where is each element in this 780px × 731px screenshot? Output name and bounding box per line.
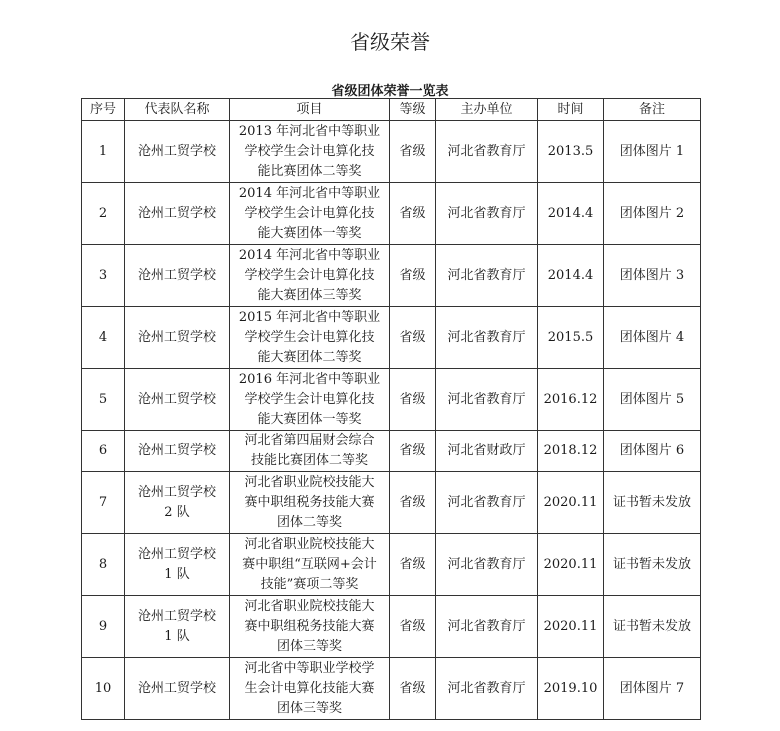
- cell-date: 2014.4: [538, 183, 604, 245]
- cell-project: 河北省第四届财会综合 技能比赛团体二等奖: [230, 431, 390, 472]
- cell-no: 8: [82, 534, 125, 596]
- honors-table: [81, 98, 701, 720]
- cell-date: 2013.5: [538, 121, 604, 183]
- table-row: [82, 534, 701, 596]
- cell-project: 2015 年河北省中等职业 学校学生会计电算化技 能大赛团体二等奖: [230, 307, 390, 369]
- cell-level: 省级: [390, 534, 436, 596]
- cell-no: 3: [82, 245, 125, 307]
- table-body: [82, 121, 701, 720]
- cell-no: 10: [82, 658, 125, 720]
- cell-note: 团体图片 2: [604, 183, 701, 245]
- cell-date: 2020.11: [538, 534, 604, 596]
- cell-project: 2014 年河北省中等职业 学校学生会计电算化技 能大赛团体一等奖: [230, 183, 390, 245]
- cell-organizer: 河北省教育厅: [436, 307, 538, 369]
- cell-organizer: 河北省教育厅: [436, 596, 538, 658]
- table-row: [82, 369, 701, 431]
- cell-team: 沧州工贸学校 2 队: [125, 472, 230, 534]
- header-project: 项目: [230, 99, 390, 121]
- cell-date: 2018.12: [538, 431, 604, 472]
- table-row: [82, 121, 701, 183]
- cell-team: 沧州工贸学校: [125, 658, 230, 720]
- cell-organizer: 河北省教育厅: [436, 534, 538, 596]
- table-row: [82, 183, 701, 245]
- table-row: [82, 658, 701, 720]
- cell-note: 证书暂未发放: [604, 534, 701, 596]
- cell-team: 沧州工贸学校: [125, 431, 230, 472]
- header-team: 代表队名称: [125, 99, 230, 121]
- table-row: [82, 472, 701, 534]
- table-header-row: [82, 99, 701, 121]
- cell-team: 沧州工贸学校 1 队: [125, 596, 230, 658]
- cell-project: 河北省职业院校技能大 赛中职组税务技能大赛 团体二等奖: [230, 472, 390, 534]
- cell-no: 5: [82, 369, 125, 431]
- cell-date: 2020.11: [538, 596, 604, 658]
- table-row: [82, 596, 701, 658]
- cell-organizer: 河北省教育厅: [436, 121, 538, 183]
- cell-note: 证书暂未发放: [604, 472, 701, 534]
- cell-organizer: 河北省教育厅: [436, 658, 538, 720]
- header-organizer: 主办单位: [436, 99, 538, 121]
- cell-note: 团体图片 7: [604, 658, 701, 720]
- cell-date: 2020.11: [538, 472, 604, 534]
- cell-no: 2: [82, 183, 125, 245]
- cell-level: 省级: [390, 472, 436, 534]
- cell-organizer: 河北省教育厅: [436, 472, 538, 534]
- table-caption: 省级团体荣誉一览表: [331, 84, 449, 99]
- cell-project: 河北省职业院校技能大 赛中职组“互联网+会计 技能”赛项二等奖: [230, 534, 390, 596]
- cell-level: 省级: [390, 431, 436, 472]
- cell-project: 河北省职业院校技能大 赛中职组税务技能大赛 团体三等奖: [230, 596, 390, 658]
- cell-organizer: 河北省财政厅: [436, 431, 538, 472]
- cell-no: 1: [82, 121, 125, 183]
- cell-project: 2013 年河北省中等职业 学校学生会计电算化技 能比赛团体二等奖: [230, 121, 390, 183]
- cell-team: 沧州工贸学校 1 队: [125, 534, 230, 596]
- cell-note: 团体图片 5: [604, 369, 701, 431]
- cell-organizer: 河北省教育厅: [436, 183, 538, 245]
- table-row: [82, 307, 701, 369]
- cell-note: 团体图片 3: [604, 245, 701, 307]
- cell-project: 2014 年河北省中等职业 学校学生会计电算化技 能大赛团体三等奖: [230, 245, 390, 307]
- cell-team: 沧州工贸学校: [125, 245, 230, 307]
- cell-team: 沧州工贸学校: [125, 121, 230, 183]
- cell-level: 省级: [390, 307, 436, 369]
- cell-note: 团体图片 1: [604, 121, 701, 183]
- cell-organizer: 河北省教育厅: [436, 369, 538, 431]
- header-note: 备注: [604, 99, 701, 121]
- cell-level: 省级: [390, 183, 436, 245]
- cell-date: 2016.12: [538, 369, 604, 431]
- table-row: [82, 245, 701, 307]
- cell-project: 河北省中等职业学校学 生会计电算化技能大赛 团体三等奖: [230, 658, 390, 720]
- cell-team: 沧州工贸学校: [125, 369, 230, 431]
- page-title: 省级荣誉: [350, 30, 430, 54]
- header-date: 时间: [538, 99, 604, 121]
- cell-no: 6: [82, 431, 125, 472]
- cell-level: 省级: [390, 245, 436, 307]
- cell-project: 2016 年河北省中等职业 学校学生会计电算化技 能大赛团体一等奖: [230, 369, 390, 431]
- cell-level: 省级: [390, 596, 436, 658]
- cell-level: 省级: [390, 369, 436, 431]
- cell-date: 2014.4: [538, 245, 604, 307]
- header-no: 序号: [82, 99, 125, 121]
- cell-note: 团体图片 6: [604, 431, 701, 472]
- cell-note: 证书暂未发放: [604, 596, 701, 658]
- cell-level: 省级: [390, 121, 436, 183]
- cell-team: 沧州工贸学校: [125, 183, 230, 245]
- cell-organizer: 河北省教育厅: [436, 245, 538, 307]
- table-row: [82, 431, 701, 472]
- cell-no: 9: [82, 596, 125, 658]
- cell-no: 4: [82, 307, 125, 369]
- cell-date: 2015.5: [538, 307, 604, 369]
- cell-date: 2019.10: [538, 658, 604, 720]
- cell-level: 省级: [390, 658, 436, 720]
- cell-team: 沧州工贸学校: [125, 307, 230, 369]
- header-level: 等级: [390, 99, 436, 121]
- cell-no: 7: [82, 472, 125, 534]
- cell-note: 团体图片 4: [604, 307, 701, 369]
